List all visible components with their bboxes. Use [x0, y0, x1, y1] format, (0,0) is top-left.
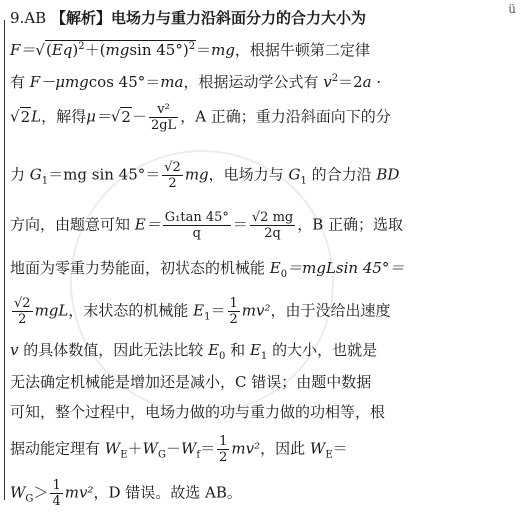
corner-mark: ü [508, 2, 516, 16]
text: mv² [64, 483, 94, 502]
text: 0 [280, 269, 288, 280]
sqrt-expression [45, 40, 196, 59]
fraction-sqrt2-2-b [12, 296, 33, 327]
text: E＝ [134, 215, 161, 234]
text: E [120, 449, 128, 461]
text: F－μmg [29, 73, 89, 91]
text: L [31, 107, 42, 126]
solution-line-11 [10, 402, 385, 422]
text: v [10, 341, 19, 359]
solution-line-7 [10, 258, 404, 278]
text: G [157, 449, 166, 461]
text: v² [149, 102, 178, 118]
text: 2 [78, 41, 85, 52]
text: W [10, 483, 26, 502]
text: 无法确定机械能是增加还是减小，C 错误；由题中数据 [10, 373, 372, 391]
text: ＋ [127, 439, 143, 458]
text: √2 [164, 160, 181, 175]
solution-line-4: √2L，解得μ＝√2－ $\frac{\text{v²}}{2gL}$ ，A 正确；重力沿斜面向下的分 [10, 102, 391, 133]
text: E [269, 259, 281, 277]
text: 2 [18, 312, 27, 327]
text: 有 [10, 73, 26, 91]
solution-line-10 [10, 372, 371, 392]
fraction-1-2-b [217, 434, 229, 465]
text: 的大小，也就是 [272, 341, 378, 359]
solution-line-9 [10, 340, 377, 360]
text: mg [211, 41, 235, 59]
text: 2 [219, 450, 228, 465]
text: 2q [264, 226, 281, 241]
text: ＝ [232, 215, 248, 234]
text: ，解得 [41, 107, 87, 126]
fraction-G1tan-q [163, 210, 231, 241]
text: ＝mg sin 45°＝ [48, 165, 161, 184]
text: ＝ [200, 439, 216, 458]
text: ＞ [33, 483, 49, 502]
text: F＝ [10, 41, 36, 59]
text: BD [376, 165, 400, 184]
text: mg [105, 41, 130, 59]
text: E [193, 301, 205, 320]
text: 2 [121, 107, 131, 126]
text: 1 [300, 175, 307, 187]
text: √2 [14, 296, 31, 311]
text: mg [184, 165, 209, 184]
text: W [309, 439, 326, 458]
text: 2 [229, 312, 238, 327]
analysis-tag: 【解析】 [50, 9, 111, 27]
fraction-1-4 [50, 478, 62, 509]
text: 2 [331, 73, 339, 84]
text: cos 45°＝ [88, 73, 161, 91]
text: · [371, 73, 382, 91]
text: ＝2 [338, 73, 363, 91]
text: ，末状态的机械能 [68, 301, 189, 320]
text: mgL [34, 301, 69, 320]
solution-line-13 [10, 478, 242, 509]
text: a [362, 73, 372, 91]
text: ，D 错误。故选 AB。 [93, 483, 242, 502]
text: ( [45, 41, 52, 59]
text: G₁tan 45° [164, 210, 229, 225]
text: v [323, 73, 332, 91]
text: ，B 正确；选取 [297, 215, 404, 234]
text: 方向，由题意可知 [10, 215, 131, 234]
text: 2 [188, 41, 196, 52]
text: 的合力沿 [311, 165, 372, 184]
text: mv² [231, 439, 261, 458]
solution-line-2: $F=√(Eq)^2+(mgsin$ 45°)$^2$＝mg，根据牛顿第二定律 [10, 41, 370, 59]
text: ＝ [210, 301, 226, 320]
text: ＝ [332, 439, 348, 458]
text: E [325, 449, 333, 461]
text: 的具体数值，因此无法比较 [23, 341, 204, 359]
answer-label: AB [24, 9, 47, 27]
text: sin 45°) [129, 41, 189, 59]
text: 2gL [150, 118, 177, 133]
text: 1 [260, 351, 268, 362]
text: 2 [20, 107, 31, 126]
text: 据动能定理有 [10, 439, 101, 458]
text: G [29, 165, 42, 184]
text: μ＝ [86, 107, 111, 126]
text: E [208, 341, 220, 359]
text: W [180, 439, 197, 458]
solution-line-12 [10, 434, 348, 465]
fraction-sqrt2mg-2q [250, 210, 295, 241]
text: f [196, 449, 201, 461]
text: 1 [219, 434, 228, 449]
text: 1 [204, 311, 211, 323]
text: 可知，整个过程中，电场力做的功与重力做的功相等，根 [10, 403, 386, 421]
text: ma [160, 73, 184, 91]
intro-text: 电场力与重力沿斜面分力的合力大小为 [110, 9, 366, 27]
solution-line-6 [10, 210, 403, 241]
text: － [131, 107, 147, 126]
text: √2 mg [251, 210, 294, 225]
fraction-sqrt2-2 [162, 160, 183, 191]
text: 和 [230, 341, 246, 359]
text: － [165, 439, 181, 458]
text: q [192, 226, 201, 241]
text: W [104, 439, 121, 458]
text: ，由于没给出速度 [270, 301, 391, 320]
text: 1 [41, 175, 49, 187]
text: W [142, 439, 158, 458]
text: 2 [168, 176, 177, 191]
text: G [25, 493, 34, 505]
text: G [288, 165, 301, 184]
text: ，根据牛顿第二定律 [234, 41, 370, 59]
text: 地面为零重力势能面，初状态的机械能 [10, 259, 266, 277]
text: 0 [219, 351, 226, 362]
left-margin-rule [4, 20, 5, 500]
text: ＋( [84, 41, 106, 59]
solution-line-5 [10, 160, 399, 191]
text: ，A 正确；重力沿斜面向下的分 [180, 107, 391, 126]
text: ＝mgLsin 45°＝ [287, 259, 405, 277]
solution-line-8 [10, 296, 391, 327]
text: mv² [241, 301, 271, 320]
solution-line-1 [10, 8, 366, 28]
solution-line-3 [10, 72, 381, 92]
text: Eq [51, 41, 73, 59]
text: E [249, 341, 261, 359]
text: ，电场力与 [208, 165, 284, 184]
text: ，根据运动学公式有 [183, 73, 319, 91]
text: ) [72, 41, 79, 59]
text: 4 [52, 494, 61, 509]
text: ，因此 [260, 439, 306, 458]
fraction-1-2 [228, 296, 240, 327]
text: 力 [10, 165, 26, 184]
text: ＝ [196, 41, 212, 59]
fraction-v2-2gL [149, 102, 178, 133]
problem-number: 9. [10, 9, 25, 27]
text: 1 [229, 296, 238, 311]
text: 1 [52, 478, 61, 493]
